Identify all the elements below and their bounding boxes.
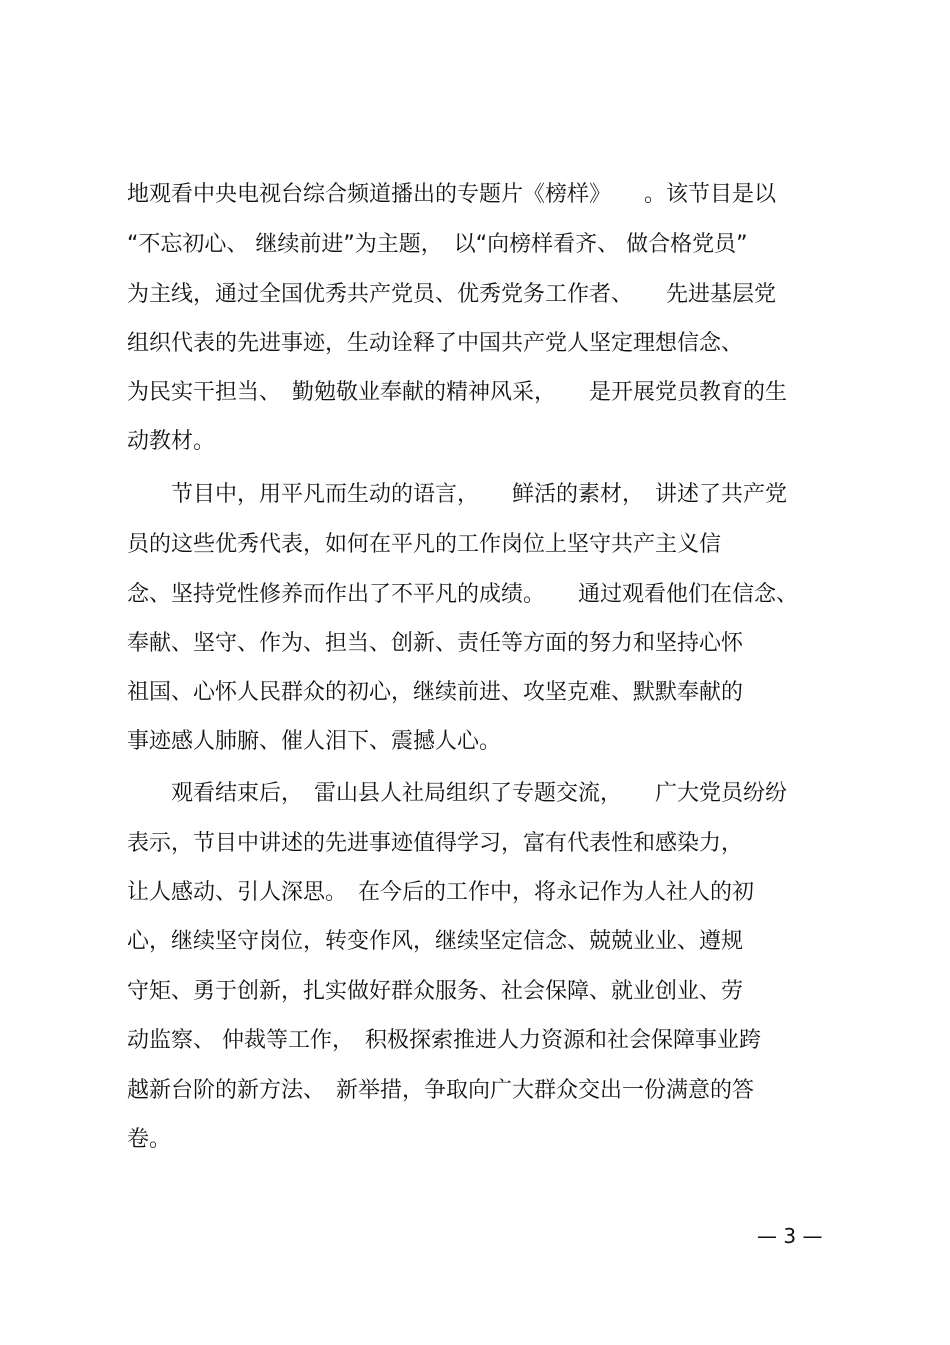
text-line: 让人感动、引人深思。 在今后的工作中，将永记作为人社人的初 xyxy=(127,880,755,905)
text-line: 祖国、心怀人民群众的初心，继续前进、攻坚克难、默默奉献的 xyxy=(127,680,744,705)
text-line: 事迹感人肺腑、催人泪下、震撼人心。 xyxy=(127,729,502,754)
text-line: 表示，节目中讲述的先进事迹值得学习，富有代表性和感染力， xyxy=(127,831,744,856)
text-line: 动监察、 仲裁等工作， 积极探索推进人力资源和社会保障事业跨 xyxy=(127,1028,761,1053)
text-line: 节目中，用平凡而生动的语言， 鲜活的素材， 讲述了共产党 xyxy=(127,482,788,507)
text-line: “不忘初心、 继续前进”为主题， 以“向榜样看齐、 做合格党员” xyxy=(127,232,748,257)
text-line: 员的这些优秀代表，如何在平凡的工作岗位上坚守共产主义信 xyxy=(127,532,722,557)
text-line: 念、坚持党性修养而作出了不平凡的成绩。 通过观看他们在信念、 xyxy=(127,582,799,607)
page-number: — 3 — xyxy=(757,1224,823,1248)
text-line: 动教材。 xyxy=(127,429,216,454)
text-line: 为主线，通过全国优秀共产党员、优秀党务工作者、 先进基层党 xyxy=(127,282,777,307)
text-line: 守矩、勇于创新，扎实做好群众服务、社会保障、就业创业、劳 xyxy=(127,979,744,1004)
text-line: 奉献、坚守、作为、担当、创新、责任等方面的努力和坚持心怀 xyxy=(127,631,744,656)
text-line: 卷。 xyxy=(127,1127,172,1152)
text-line: 越新台阶的新方法、 新举措，争取向广大群众交出一份满意的答 xyxy=(127,1078,755,1103)
text-line: 地观看中央电视台综合频道播出的专题片《榜样》 。该节目是以 xyxy=(127,182,777,207)
text-line: 心，继续坚守岗位，转变作风，继续坚定信念、兢兢业业、遵规 xyxy=(127,929,744,954)
text-line: 观看结束后， 雷山县人社局组织了专题交流， 广大党员纷纷 xyxy=(127,781,788,806)
text-line: 组织代表的先进事迹，生动诠释了中国共产党人坚定理想信念、 xyxy=(127,331,744,356)
text-line: 为民实干担当、 勤勉敬业奉献的精神风采， 是开展党员教育的生 xyxy=(127,380,788,405)
